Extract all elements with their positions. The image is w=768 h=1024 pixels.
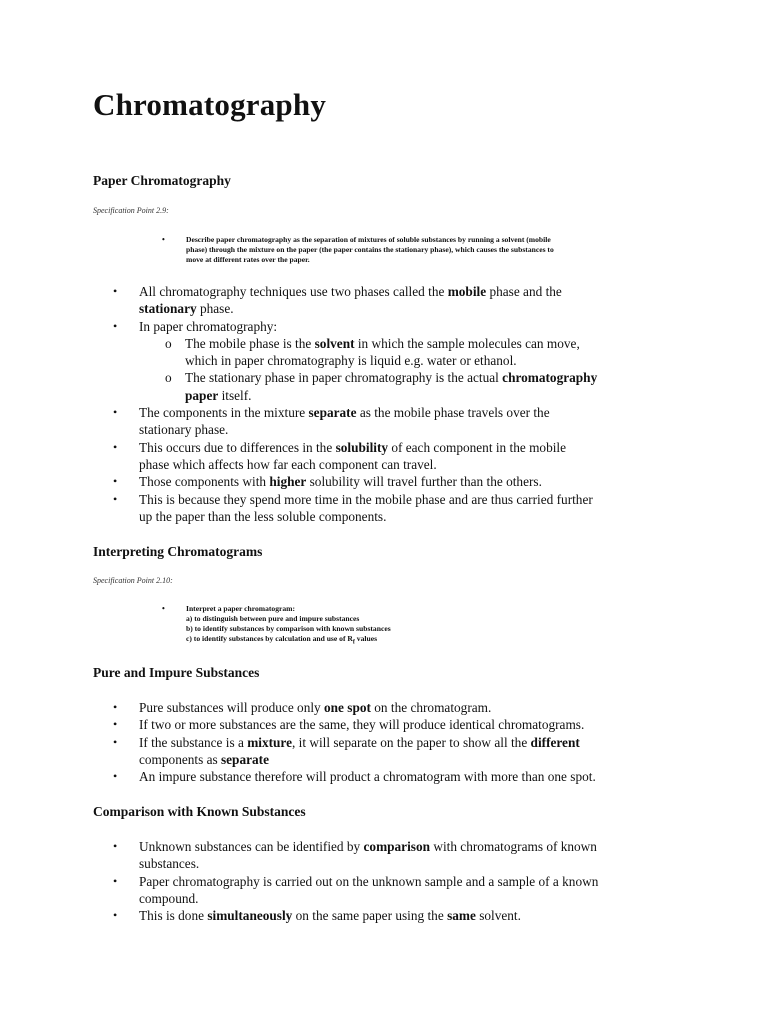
- list-line: If the substance is a mixture, it will separate on the paper to show all the different: [139, 734, 580, 750]
- bullet-icon: •: [113, 318, 118, 333]
- section-heading-comparison: Comparison with Known Substances: [93, 804, 306, 819]
- list-item: [113, 768, 683, 785]
- list-line: All chromatography techniques use two phases called the mobile phase and the: [139, 284, 562, 299]
- bullet-icon: •: [113, 873, 118, 888]
- list-item: [113, 283, 683, 318]
- spec-point-label: Specification Point 2.9:: [93, 206, 169, 215]
- list-line: The components in the mixture separate as the mobile phase travels over the: [139, 405, 550, 421]
- list-line: up the paper than the less soluble components.: [139, 508, 387, 524]
- bullet-icon: •: [113, 734, 118, 749]
- spec-point-box: [162, 235, 662, 265]
- list-line: The stationary phase in paper chromatography is the actual chromatography: [185, 370, 598, 386]
- bullet-icon: •: [113, 769, 118, 784]
- bullet-icon: •: [113, 405, 118, 420]
- list-item: [113, 873, 683, 908]
- list-item: [113, 907, 683, 924]
- list-item: [113, 491, 683, 526]
- spec-point-box: [162, 604, 662, 648]
- list-line: paper itself.: [185, 387, 252, 403]
- list-line: This occurs due to differences in the solubility of each component in the mobile: [139, 439, 567, 455]
- spec-bullet-icon: •: [162, 604, 165, 613]
- bullet-icon: •: [113, 717, 118, 732]
- list-line: If two or more substances are the same, they will produce identical chromatograms.: [139, 717, 585, 733]
- spec-line: phase) through the mixture on the paper (the paper contains the stationary phase), which causes the substances to: [186, 245, 554, 254]
- list-line: stationary phase.: [139, 301, 234, 317]
- list-item: [113, 734, 683, 769]
- list-line: This is done simultaneously on the same paper using the same solvent.: [139, 908, 521, 924]
- list-line: Those components with higher solubility will travel further than the others.: [139, 474, 542, 490]
- list-line: stationary phase.: [139, 422, 229, 438]
- bullet-icon: •: [113, 700, 118, 714]
- list-item: [113, 699, 683, 716]
- list-line: The mobile phase is the solvent in which the sample molecules can move,: [185, 335, 580, 351]
- list-item: [113, 838, 683, 873]
- list-line: Pure substances will produce only one spot on the chromatogram.: [139, 700, 492, 715]
- list-item: [113, 318, 683, 404]
- bullet-icon: •: [113, 284, 118, 298]
- sub-bullet-icon: o: [165, 335, 172, 351]
- bullet-icon: •: [113, 439, 118, 454]
- bullet-list-paper-chromatography: [113, 283, 683, 525]
- list-item: [113, 439, 683, 474]
- bullet-list-comparison: [113, 838, 683, 924]
- spec-line: a) to distinguish between pure and impure substances: [186, 614, 360, 623]
- list-line: This is because they spend more time in the mobile phase and are thus carried further: [139, 491, 593, 507]
- list-item: [113, 404, 683, 439]
- sub-list: [139, 335, 683, 404]
- list-line: Unknown substances can be identified by comparison with chromatograms of known: [139, 839, 597, 854]
- page-title: Chromatography: [93, 87, 327, 122]
- list-line: substances.: [139, 856, 200, 872]
- list-line: which in paper chromatography is liquid e.g. water or ethanol.: [185, 353, 517, 369]
- list-line: An impure substance therefore will product a chromatogram with more than one spot.: [139, 769, 596, 785]
- spec-line: move at different rates over the paper.: [186, 255, 310, 264]
- spec-bullet-icon: •: [162, 235, 165, 244]
- spec-line: c) to identify substances by calculation and use of $R_f$ values: [186, 634, 378, 646]
- list-line: Paper chromatography is carried out on the unknown sample and a sample of a known: [139, 873, 599, 889]
- sub-list-item: [165, 335, 683, 370]
- list-line: components as separate: [139, 751, 269, 767]
- bullet-icon: •: [113, 908, 118, 923]
- sub-bullet-icon: o: [165, 370, 172, 386]
- bullet-icon: •: [113, 474, 118, 489]
- section-heading-interpreting-chromatograms: Interpreting Chromatograms: [93, 544, 263, 559]
- bullet-list-pure-impure: [113, 699, 683, 785]
- section-heading-pure-impure: Pure and Impure Substances: [93, 665, 260, 680]
- spec-line: b) to identify substances by comparison with known substances: [186, 624, 391, 633]
- spec-point-label: Specification Point 2.10:: [93, 576, 173, 585]
- section-heading-paper-chromatography: Paper Chromatography: [93, 173, 231, 188]
- sub-list-item: [165, 369, 683, 404]
- bullet-icon: •: [113, 839, 118, 853]
- bullet-icon: •: [113, 491, 118, 506]
- spec-line: Describe paper chromatography as the separation of mixtures of soluble substances by running a solvent (mobile: [186, 235, 551, 244]
- list-line: compound.: [139, 890, 199, 906]
- spec-line: Interpret a paper chromatogram:: [186, 604, 296, 613]
- list-item: [113, 716, 683, 733]
- list-line: phase which affects how far each component can travel.: [139, 456, 437, 472]
- list-line: In paper chromatography:: [139, 318, 278, 334]
- list-item: [113, 473, 683, 490]
